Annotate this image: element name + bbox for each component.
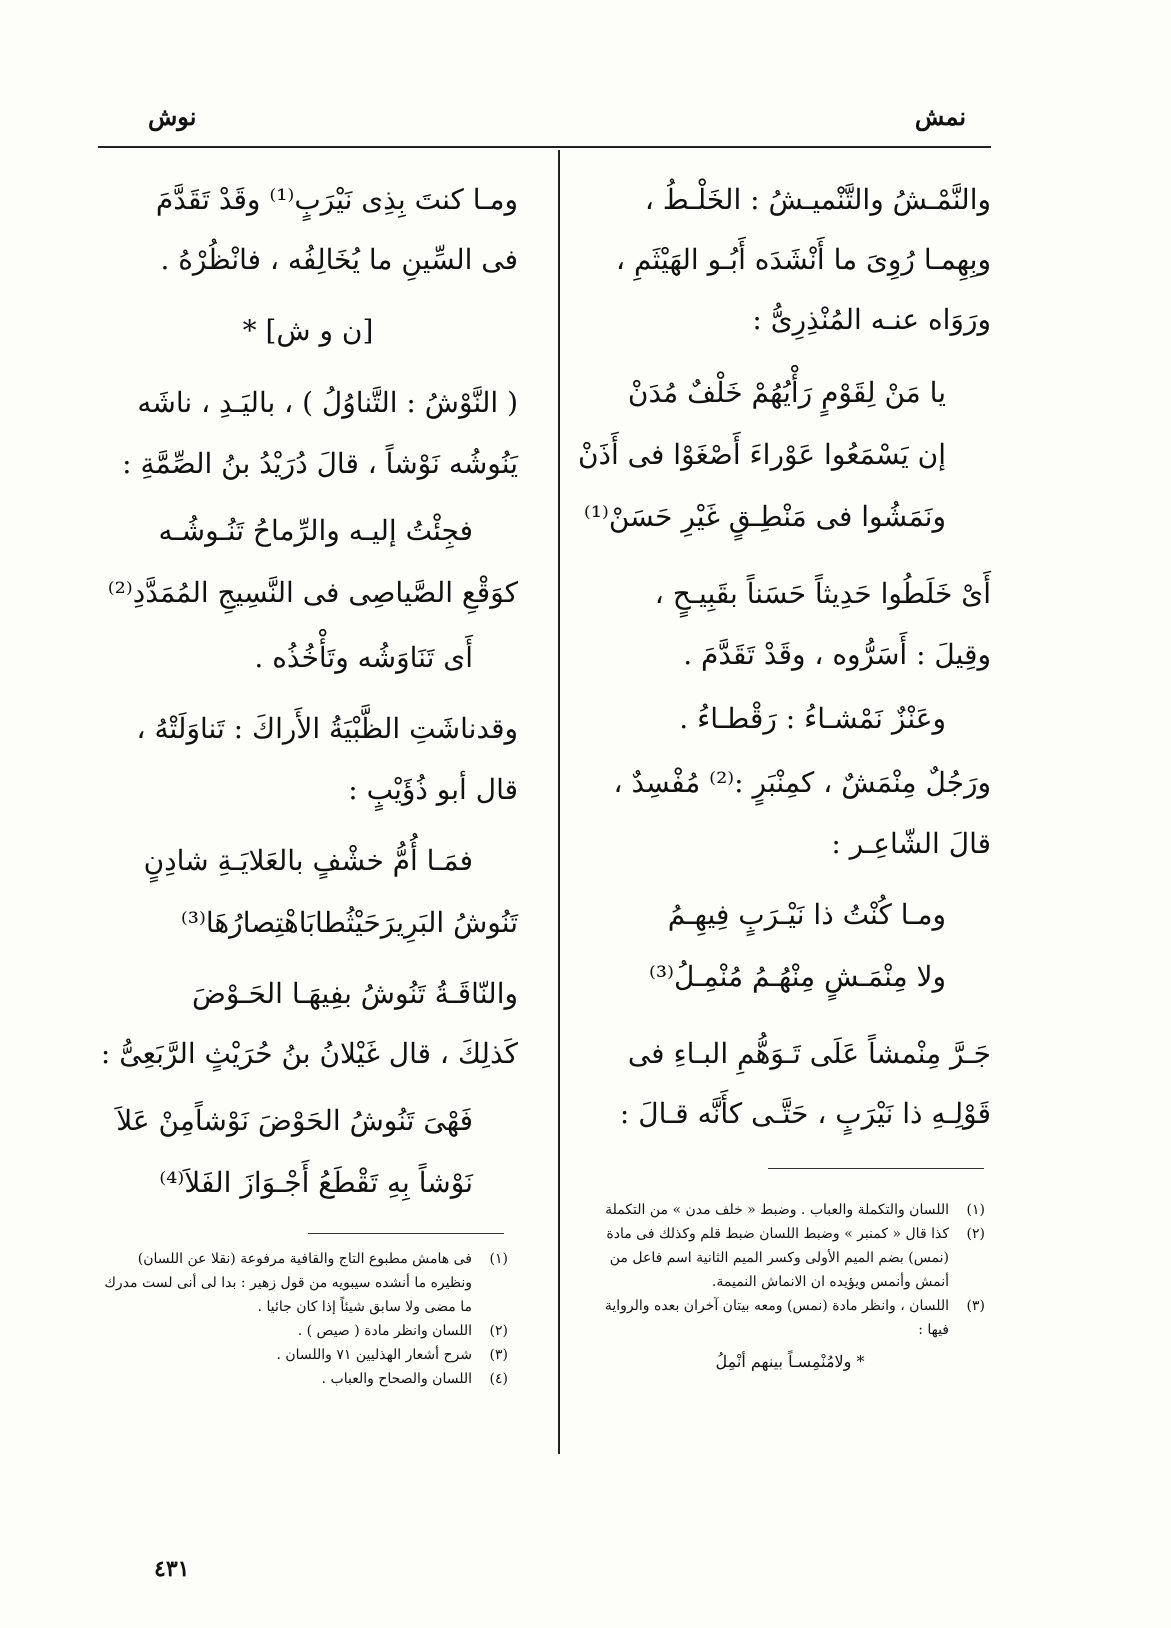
footnote-number: (٢) <box>966 1226 985 1242</box>
entry-heading: [ن و ش] * <box>242 314 374 347</box>
footnote-text: اللسان والتكملة والعباب . وضبط « خلف مدن » من التكملة <box>605 1202 949 1218</box>
verse-line: فمَـا أُمُّ خشْفٍ بالعَلايَـةِ شادِنٍ <box>143 844 473 877</box>
verse-line: فَهْىَ تَنُوشُ الحَوْضَ نَوْشاًمِنْ عَلاَ <box>116 1104 473 1137</box>
verse-line: نَوْشاً بِهِ تَقْطَعُ أَجْـوَازَ الفَلاَ⁽⁴⁾ <box>159 1166 473 1199</box>
text-line: أَىْ خَلَطُوا حَدِيثاً حَسَناً بقَبِيـحٍ ، <box>654 577 991 610</box>
verse-line: ونَمَشُوا فى مَنْطِـقٍ غَيْرِ حَسَنْ⁽¹⁾ <box>583 500 946 533</box>
verse-line: كوَقْعِ الصَّياصِى فى النَّسِيجِ المُمَدَّدِ⁽²⁾ <box>107 576 518 609</box>
verse-line: تَنُوشُ البَرِيرَحَيْثُطابَاهْتِصارُهَا⁽³⁾ <box>180 906 518 939</box>
footnote-text: اللسان ، وانظر مادة (نمس) ومعه بيتان آخران بعده والرواية فيها : <box>604 1298 949 1338</box>
verse-line: إن يَسْمَعُوا عَوْراءَ أَصْغَوْا فى أَذَنْ <box>577 438 946 471</box>
text-line: ورَوَاه عنـه المُنْذِرِىُّ : <box>752 303 991 336</box>
verse-line: يا مَنْ لِقَوْمٍ رَأْيُهُمْ خَلْفٌ مُدَنْ <box>627 376 946 409</box>
text-line: قَوْلِـهِ ذا نَيْرَبٍ ، حَتَّـى كأَنَّه قـالَ : <box>619 1097 991 1130</box>
text-line: والنَّمْـشُ والتَّنْميـشُ : الخَلْـطُ ، <box>644 183 991 216</box>
footnotes-right <box>595 1198 985 1374</box>
footnote-text: كذا قال « كمنبر » وضبط اللسان ضبط قلم وكذلك فى مادة (نمس) بضم الميم الأولى وكسر الميم الثانية اسم فاعل من أنمش وأنمس ويؤيده ان الانماش النميمة. <box>606 1226 949 1290</box>
text-line: قالَ الشّاعِـر : <box>831 827 991 860</box>
footnote-number: (١) <box>489 1251 508 1267</box>
footnotes-left <box>98 1247 508 1391</box>
footnote <box>98 1367 508 1391</box>
running-head-right: نمش <box>914 102 966 131</box>
right-column <box>571 170 991 1144</box>
text-line: ( النَّوْشُ : التَّناوُلُ ) ، باليَـدِ ، ناشَه <box>137 386 518 419</box>
text-line: ومـا كنتَ بِذِى نَيْرَبٍ⁽¹⁾ وقَدْ تَقَدَّمَ <box>155 183 518 216</box>
footnote-number: (٤) <box>489 1371 508 1387</box>
text-line: يَنُوشُه نَوْشاً ، قالَ دُرَيْدُ بنُ الصِّمَّةِ : <box>122 447 518 480</box>
text-line: وبِهِمـا رُوِىَ ما أَنْشَدَه أَبُـو الهَيْثَمِ ، <box>616 243 991 276</box>
footnote-text: شرح أشعار الهذليين ٧١ واللسان . <box>276 1347 472 1363</box>
header-rule <box>98 146 991 148</box>
verse-line: فجِئْتُ إليـه والرِّماحُ تَنُـوشُـه <box>158 514 473 547</box>
left-column <box>98 170 518 1214</box>
footnote-rule-left <box>308 1233 504 1234</box>
footnote-number: (١) <box>966 1202 985 1218</box>
footnote-number: (٣) <box>489 1347 508 1363</box>
footnote-text: اللسان والصحاح والعباب . <box>321 1371 472 1387</box>
text-line: قال أبو ذُؤَيْبٍ : <box>348 773 518 806</box>
running-head-left: نوش <box>148 102 197 131</box>
text-line: ورَجُلٌ مِنْمَشٌ ، كمِنْبَرٍ :⁽²⁾ مُفْسِدٌ ، <box>613 766 991 799</box>
footnote <box>98 1343 508 1367</box>
footnote <box>98 1247 508 1319</box>
footnote <box>595 1198 985 1222</box>
text-line: وعَنْزٌ نَمْشـاءُ : رَقْطـاءُ . <box>679 702 946 735</box>
footnote-text: فى هامش مطبوع التاج والقافية مرفوعة (نقلا عن اللسان) ونظيره ما أنشده سيبويه من قول زهير : بدا لى أنى لست مدرك ما مضى ولا سابق شيئاً إذا كان جائيا . <box>104 1251 472 1315</box>
text-line: وقدناشَتِ الظَّبْيَةُ الأَراكَ : تَناوَلَتْهُ ، <box>136 712 518 745</box>
footnote-rule-right <box>768 1168 984 1169</box>
footnote <box>595 1294 985 1342</box>
column-divider <box>558 150 560 1454</box>
footnote-verse: * ولامُنْمِسـاً بينهم أنْمِلُ <box>715 1352 865 1371</box>
footnote-text: اللسان وانظر مادة ( صيص ) . <box>297 1323 472 1339</box>
text-line: فى السِّينِ ما يُخَالِفُه ، فانْظُرْهُ . <box>160 243 518 276</box>
text-line: جَـرَّ مِنْمشاً عَلَى تَـوَهُّمِ البـاءِ فى <box>627 1037 991 1070</box>
footnote-number: (٢) <box>489 1323 508 1339</box>
verse-line: ومـا كُنْتُ ذا نَيْـرَبٍ فِيهِـمُ <box>667 898 946 931</box>
page-number: ٤٣١ <box>154 1556 190 1582</box>
footnote <box>595 1222 985 1294</box>
text-line: أَى تَنَاوَشُه وتَأْخُذُه . <box>254 641 473 674</box>
text-line: كَذلِكَ ، قال غَيْلانُ بنُ حُرَيْثٍ الرَّبَعِىُّ : <box>100 1037 518 1070</box>
text-line: والنّاقَـةُ تَنُوشُ بفِيهَـا الحَـوْضَ <box>192 977 518 1010</box>
footnote <box>98 1319 508 1343</box>
verse-line: ولا مِنْمَـشٍ مِنْهُـمُ مُنْمِـلُ⁽³⁾ <box>649 960 946 993</box>
text-line: وقِيلَ : أَسَرُّوه ، وقَدْ تَقَدَّمَ . <box>683 638 991 671</box>
footnote-number: (٣) <box>966 1298 985 1314</box>
